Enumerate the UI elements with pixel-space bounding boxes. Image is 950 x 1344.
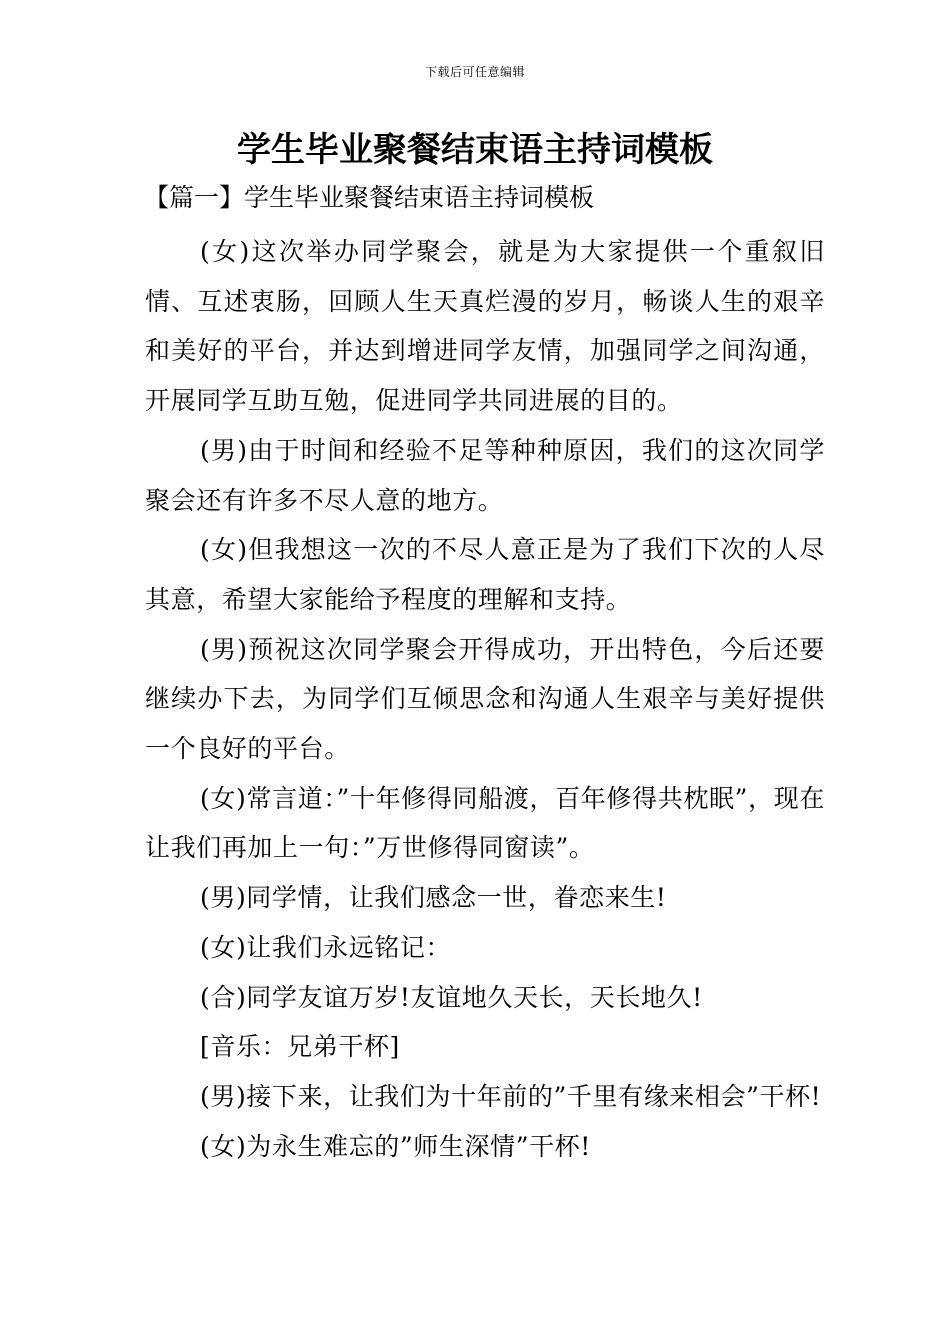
- section-heading: 【篇一】学生毕业聚餐结束语主持词模板: [144, 183, 595, 212]
- header-note: 下载后可任意编辑: [424, 65, 525, 79]
- paragraph: (合)同学友谊万岁!友谊地久天长，天长地久!: [200, 982, 703, 1012]
- paragraph: (女)让我们永远铭记：: [200, 932, 452, 962]
- paragraph: (女)常言道：”十年修得同船渡，百年修得共枕眠”，现在让我们再加上一句：”万世修得同窗读”。: [145, 783, 825, 863]
- paragraph: (女)但我想这一次的不尽人意正是为了我们下次的人尽其意，希望大家能给予程度的理解和支持。: [145, 535, 825, 614]
- document-title: 学生毕业聚餐结束语主持词模板: [237, 130, 713, 170]
- paragraph: (男)同学情，让我们感念一世，眷恋来生!: [200, 883, 667, 913]
- paragraph: (男)预祝这次同学聚会开得成功，开出特色，今后还要继续办下去，为同学们互倾思念和沟通人生艰辛与美好提供一个良好的平台。: [145, 634, 825, 764]
- paragraph: (女)为永生难忘的”师生深情”干杯!: [200, 1131, 591, 1161]
- paragraph: (男)由于时间和经验不足等种种原因，我们的这次同学聚会还有许多不尽人意的地方。: [145, 435, 825, 515]
- document-body: [145, 227, 825, 1171]
- paragraph: [音乐：兄弟干杯]: [200, 1032, 400, 1062]
- paragraph: (男)接下来，让我们为十年前的”千里有缘来相会”干杯!: [200, 1081, 822, 1111]
- paragraph: (女)这次举办同学聚会，就是为大家提供一个重叙旧情、互述衷肠，回顾人生天真烂漫的岁月，畅谈人生的艰辛和美好的平台，并达到增进同学友情，加强同学之间沟通，开展同学互助互勉，促进同学共同进展的目的。: [145, 237, 825, 416]
